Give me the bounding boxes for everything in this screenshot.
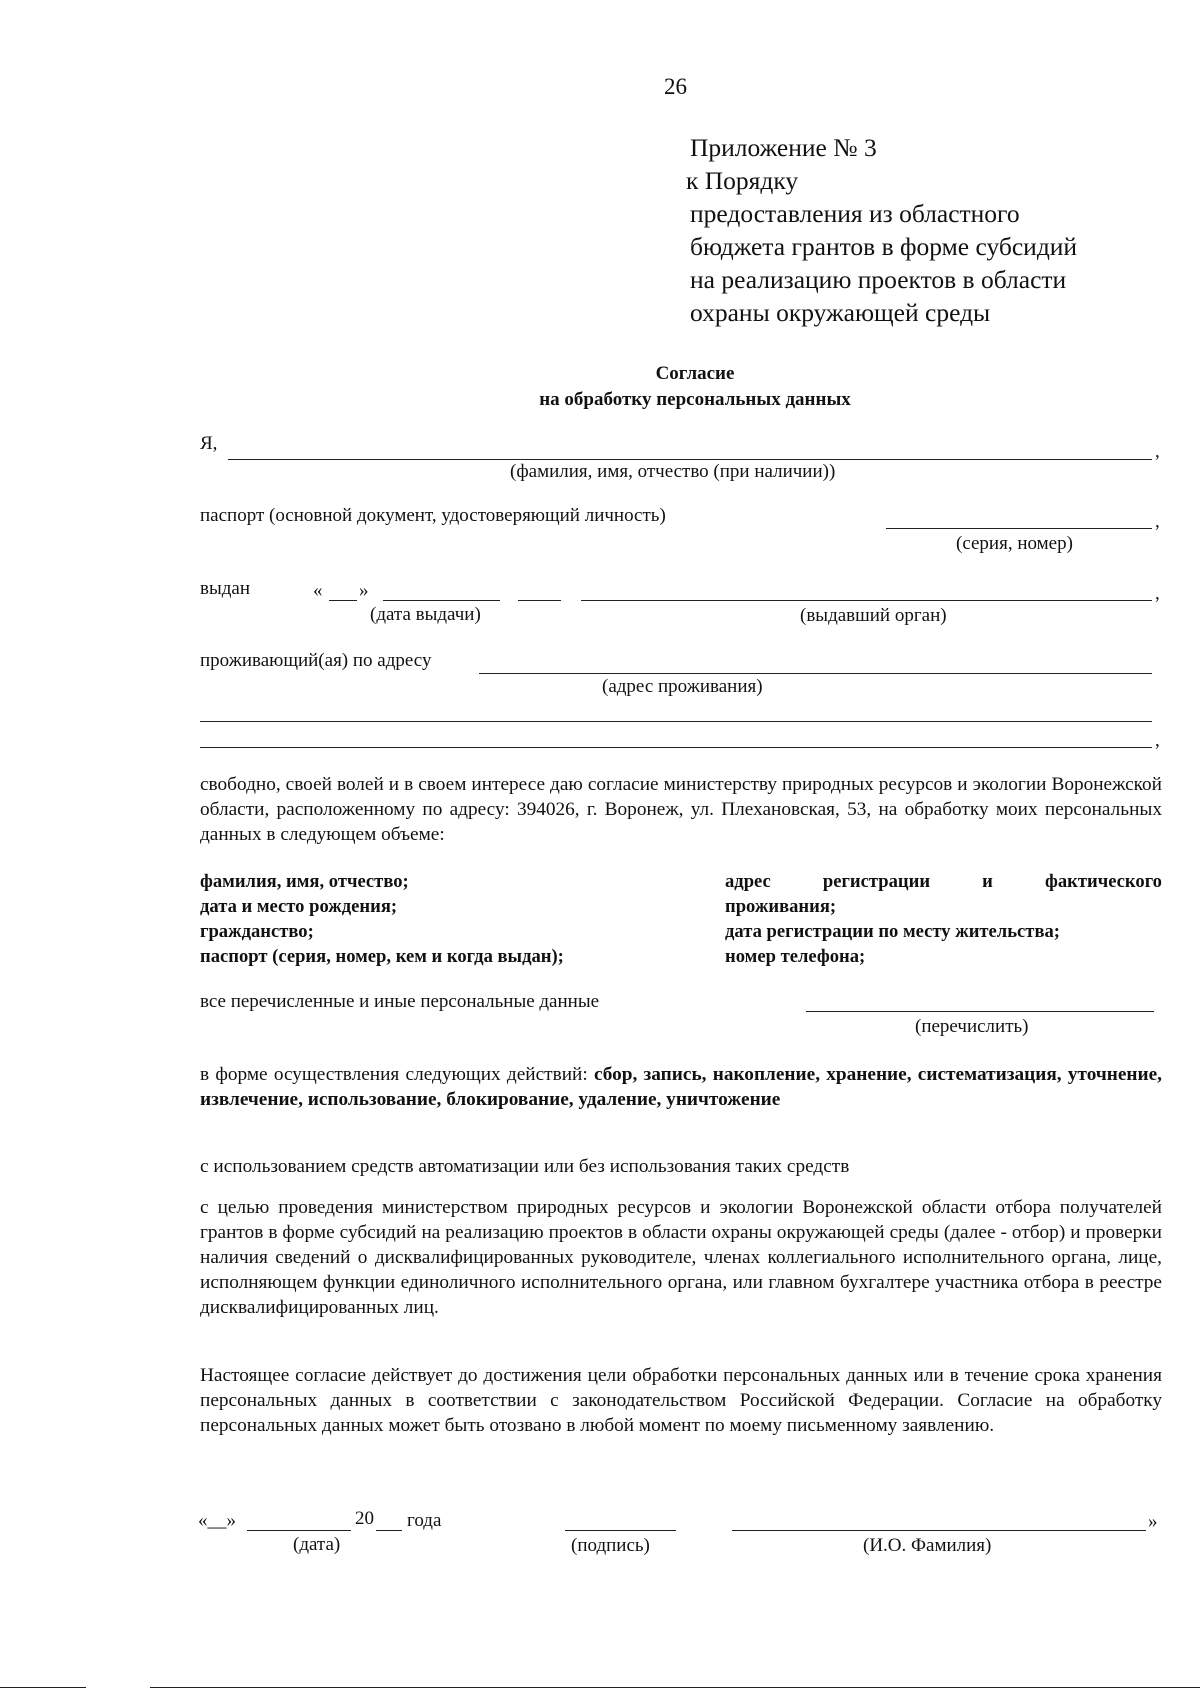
consent-paragraph: свободно, своей волей и в своем интересе даю согласие министерству природных ресурсов и экологии Воронежской области, расположенному по адресу: 394026, г. Воронеж, ул. Плехановская, 53, на обработку моих персональных данных в следующем объеме: xyxy=(200,774,1162,845)
actions-list: сбор, запись, накопление, хранение, систематизация, уточнение, извлечение, использование, блокирование, удаление, уничтожение xyxy=(200,1064,1162,1110)
passport-caption: (серия, номер) xyxy=(956,533,1073,554)
doc-subtitle: на обработку персональных данных xyxy=(539,389,851,410)
sign-year-line[interactable] xyxy=(376,1530,402,1531)
sign-month-line[interactable] xyxy=(247,1530,351,1531)
address-caption: (адрес проживания) xyxy=(602,676,763,697)
appendix-line: бюджета грантов в форме субсидий xyxy=(690,232,1078,261)
ya-label: Я, xyxy=(200,433,218,454)
other-data-caption: (перечислить) xyxy=(915,1016,1029,1037)
data-list-right xyxy=(725,869,1162,969)
name-field-line[interactable] xyxy=(732,1530,1146,1531)
purpose-paragraph: с целью проведения министерством природных ресурсов и экологии Воронежской области отбора получателей грантов в форме субсидий на реализацию проектов в области охраны окружающей среды (далее - отбор) и проверки наличия сведений о дисквалифицированных руководителе, членах коллегиального исполнительного органа, лице, исполняющем функции единоличного исполнительного органа, или главном бухгалтере участника отбора в реестре дисквалифицированных лиц. xyxy=(200,1197,1162,1318)
data-item: номер телефона; xyxy=(725,946,866,967)
appendix-line: охраны окружающей среды xyxy=(690,298,991,327)
issue-day-line[interactable] xyxy=(329,600,357,601)
data-item: паспорт (серия, номер, кем и когда выдан); xyxy=(200,946,564,967)
data-item: фамилия, имя, отчество; xyxy=(200,871,409,892)
data-word: регистрации xyxy=(822,871,931,892)
comma: , xyxy=(1155,583,1160,604)
data-word: фактического xyxy=(1044,871,1162,892)
bottom-divider-left xyxy=(0,1687,86,1688)
actions-paragraph xyxy=(200,1062,1162,1112)
quote-open: « xyxy=(313,580,323,601)
issuer-caption: (выдавший орган) xyxy=(800,605,947,626)
data-item: проживания; xyxy=(725,896,837,917)
actions-prefix: в форме осуществления следующих действий: xyxy=(200,1064,588,1085)
signature-field-line[interactable] xyxy=(565,1530,676,1531)
passport-field-line[interactable] xyxy=(886,528,1152,529)
issue-date-caption: (дата выдачи) xyxy=(370,604,481,625)
validity-paragraph: Настоящее согласие действует до достижения цели обработки персональных данных или в течение срока хранения персональных данных в соответствии с законодательством Российской Федерации. Согласие на обработку персональных данных может быть отозвано в любой момент по моему письменному заявлению. xyxy=(200,1365,1162,1436)
data-item xyxy=(725,869,1162,894)
issuer-field-line[interactable] xyxy=(581,600,1152,601)
quote-close: » xyxy=(359,580,369,601)
appendix-block xyxy=(686,131,1078,329)
passport-label: паспорт (основной документ, удостоверяющий личность) xyxy=(200,505,666,526)
address-field-line-3[interactable] xyxy=(200,747,1152,748)
data-list-left xyxy=(200,869,564,969)
appendix-line: к Порядку xyxy=(686,166,799,195)
sign-caption: (подпись) xyxy=(571,1535,650,1556)
address-field-line-2[interactable] xyxy=(200,721,1152,722)
comma: , xyxy=(1155,730,1160,751)
comma: , xyxy=(1155,511,1160,532)
other-data-field-line[interactable] xyxy=(806,1011,1154,1012)
fio-field-line[interactable] xyxy=(228,459,1152,460)
data-item: дата регистрации по месту жительства; xyxy=(725,921,1060,942)
sign-date-open: «__» xyxy=(198,1510,236,1531)
data-item: гражданство; xyxy=(200,921,314,942)
appendix-line: предоставления из областного xyxy=(690,199,1020,228)
other-data-label: все перечисленные и иные персональные данные xyxy=(200,991,600,1012)
sign-year-suffix: года xyxy=(407,1510,442,1531)
issue-year-line[interactable] xyxy=(518,600,561,601)
comma: , xyxy=(1155,441,1160,462)
fio-caption: (фамилия, имя, отчество (при наличии)) xyxy=(510,461,836,482)
address-field-line[interactable] xyxy=(479,673,1152,674)
sign-year-prefix: 20 xyxy=(355,1508,374,1529)
doc-title: Согласие xyxy=(655,363,735,384)
issued-label: выдан xyxy=(200,578,251,599)
automation-text: с использованием средств автоматизации или без использования таких средств xyxy=(200,1156,850,1177)
address-label: проживающий(ая) по адресу xyxy=(200,650,432,671)
appendix-line: на реализацию проектов в области xyxy=(690,265,1067,294)
data-item: дата и место рождения; xyxy=(200,896,398,917)
data-word: адрес xyxy=(725,871,771,892)
sign-close-quote: » xyxy=(1148,1511,1158,1532)
page-number: 26 xyxy=(664,74,687,99)
data-word: и xyxy=(982,871,993,892)
sign-date-caption: (дата) xyxy=(293,1534,341,1555)
bottom-divider xyxy=(150,1687,1200,1688)
appendix-line: Приложение № 3 xyxy=(690,133,877,162)
issue-month-line[interactable] xyxy=(383,600,500,601)
name-caption: (И.О. Фамилия) xyxy=(863,1535,992,1556)
